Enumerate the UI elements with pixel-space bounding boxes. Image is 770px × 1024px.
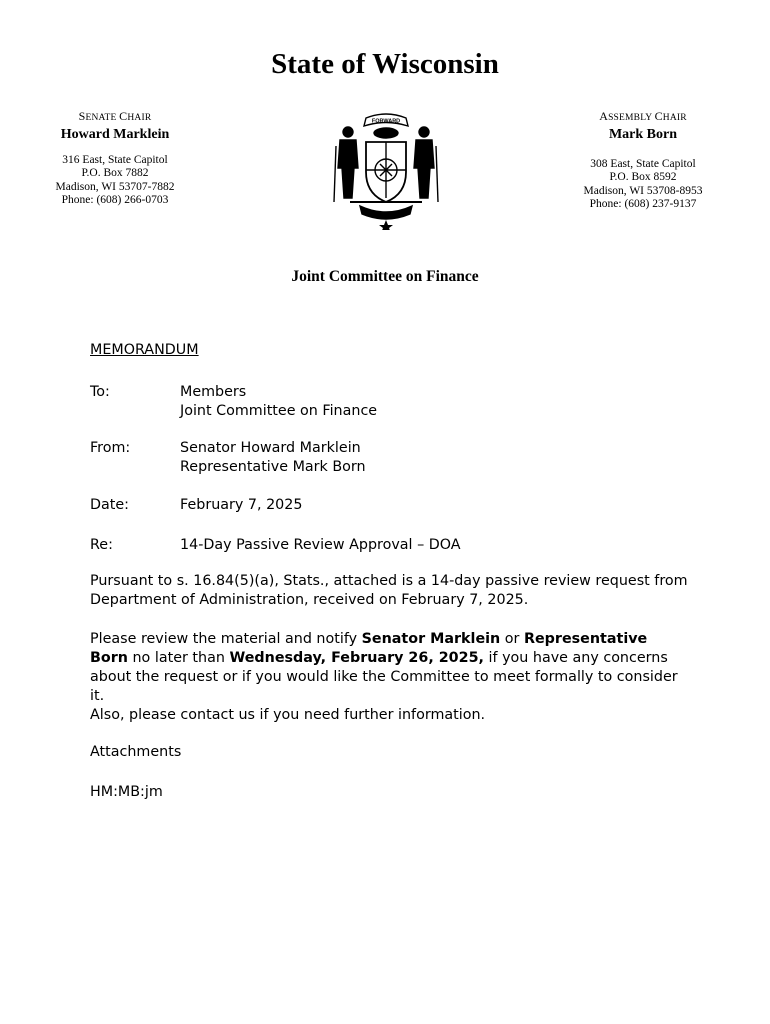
date-value: February 7, 2025 xyxy=(180,497,303,513)
initials: HM:MB:jm xyxy=(90,784,163,800)
from-line: Representative Mark Born xyxy=(180,459,366,475)
assembly-address-line: 308 East, State Capitol xyxy=(590,157,696,170)
date-label: Date: xyxy=(90,497,129,513)
committee-name: Joint Committee on Finance xyxy=(291,268,479,285)
assembly-chair-name: Mark Born xyxy=(608,126,678,142)
assembly-address-line: P.O. Box 8592 xyxy=(609,171,677,183)
senate-address-line: 316 East, State Capitol xyxy=(62,153,168,166)
body-paragraph: Please review the material and notify Senator Marklein or Representative Born no later than Wednesday, February 26, 2025, if you have any concerns about the request or if you would like the Committee to meet formally to consider it. xyxy=(90,631,678,704)
senate-chair-name: Howard Marklein xyxy=(60,126,170,142)
body-paragraph: Also, please contact us if you need further information. xyxy=(90,707,486,723)
seal-motto: FORWARD xyxy=(371,118,401,125)
senate-chair-role: SENATE CHAIR xyxy=(78,109,152,123)
to-label: To: xyxy=(90,384,110,400)
senate-chair-block xyxy=(50,110,180,208)
re-label: Re: xyxy=(90,537,113,553)
attachments-note: Attachments xyxy=(90,744,182,760)
wisconsin-seal-icon xyxy=(330,106,442,230)
from-label: From: xyxy=(90,440,131,456)
senate-address-line: P.O. Box 7882 xyxy=(81,167,149,179)
memo-heading: MEMORANDUM xyxy=(90,342,199,358)
senate-address-line: Madison, WI 53707-7882 xyxy=(55,180,175,193)
body-paragraph: Pursuant to s. 16.84(5)(a), Stats., attached is a 14-day passive review request from Department of Administration, received on February 7, 2025. xyxy=(90,573,688,608)
re-value: 14-Day Passive Review Approval – DOA xyxy=(180,537,461,553)
assembly-chair-block xyxy=(578,110,708,212)
assembly-chair-role: ASSEMBLY CHAIR xyxy=(599,109,687,123)
to-value xyxy=(180,383,680,421)
to-line: Members xyxy=(180,384,247,400)
assembly-phone: Phone: (608) 237-9137 xyxy=(589,198,697,210)
page-title: State of Wisconsin xyxy=(271,48,499,80)
senate-phone: Phone: (608) 266-0703 xyxy=(61,194,169,206)
to-line: Joint Committee on Finance xyxy=(180,403,378,419)
from-value xyxy=(180,439,680,477)
from-line: Senator Howard Marklein xyxy=(180,440,361,456)
assembly-address-line: Madison, WI 53708-8953 xyxy=(583,184,703,197)
